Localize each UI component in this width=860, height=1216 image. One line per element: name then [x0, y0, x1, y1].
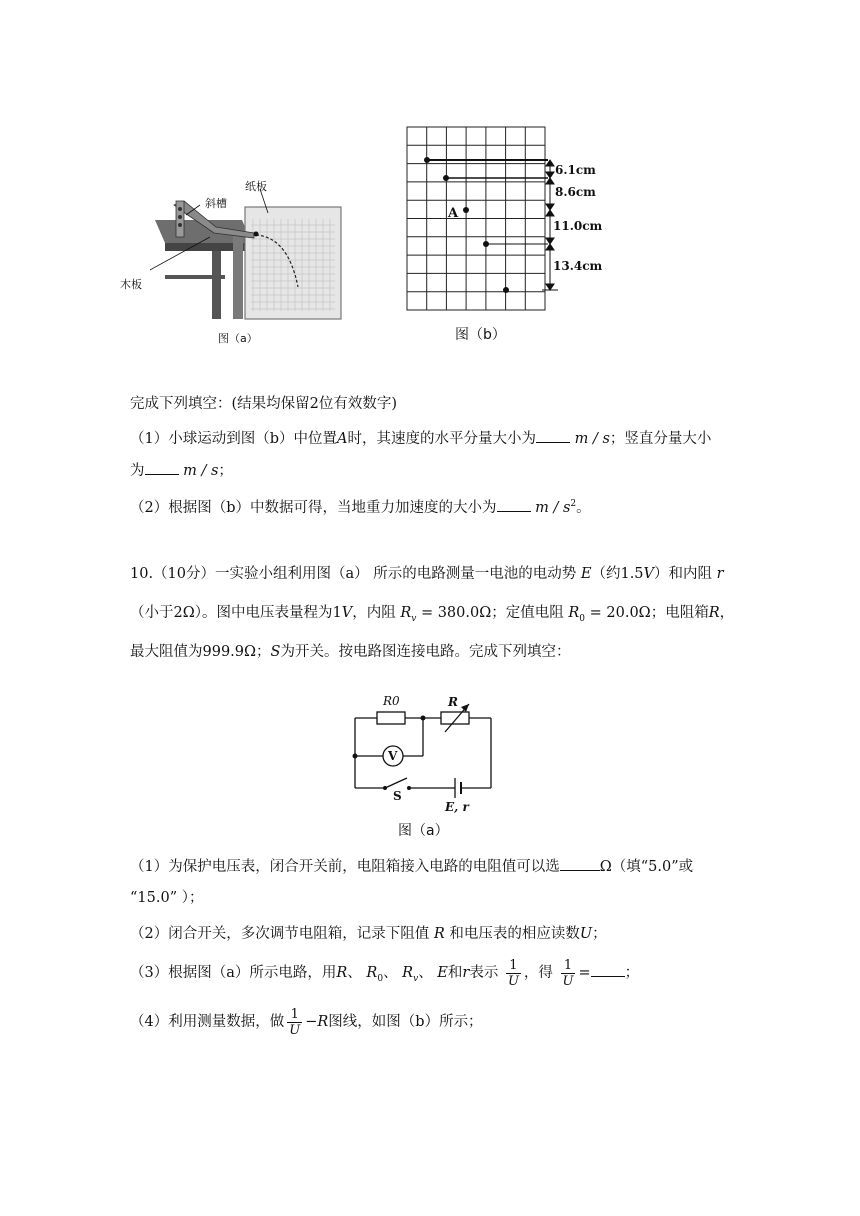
resistor-r0: [377, 712, 405, 724]
fraction-1-over-u-2: $\frac{1}{U}$: [562, 957, 574, 989]
q10-sub1-line2: “15.0” ）；: [130, 890, 204, 906]
figure-a-caption: 图（a）: [218, 332, 258, 345]
q10-sub2: （2）闭合开关，多次调节电阻箱，记录下阻值 R 和电压表的相应读数U；: [130, 926, 607, 942]
q10-line3: 最大阻值为999.9Ω；S为开关。按电路图连接电路。完成下列填空：: [130, 644, 571, 660]
point-2: [443, 175, 449, 181]
table-rail: [165, 275, 225, 279]
point-5: [503, 287, 509, 293]
figure-b-grid: [400, 122, 610, 322]
circuit-label-r: R: [448, 695, 458, 709]
fraction-1-over-u-3: $\frac{1}{U}$: [289, 1006, 301, 1038]
point-a-label: A: [448, 206, 459, 221]
q9-part1-line1: （1）小球运动到图（b）中位置A时，其速度的水平分量大小为 m / s；竖直分量大小: [130, 428, 711, 449]
point-1: [424, 157, 430, 163]
measure-3: 11.0cm: [553, 219, 603, 233]
wood-board: [233, 235, 243, 319]
label-paper-board: 纸板: [245, 180, 267, 193]
circuit-label-r0: R0: [383, 694, 400, 708]
figure-b-caption: 图（b）: [455, 327, 506, 343]
q9-part1-line2: 为 m / s；: [130, 460, 233, 481]
measure-4: 13.4cm: [553, 259, 603, 273]
point-4: [483, 241, 489, 247]
label-chute: 斜槽: [205, 197, 227, 210]
q9-part2: （2）根据图（b）中数据可得，当地重力加速度的大小为 m / $s^2$。: [130, 494, 591, 518]
q10-sub3: （3）根据图（a）所示电路，用R、 $R_0$、 $R_v$、 E和r表示 $\frac{1}{U}$ ，得 $\frac{1}{U}$ = ；: [130, 957, 640, 989]
answer-blank-resistance[interactable]: [560, 856, 600, 871]
table-leg: [212, 251, 221, 319]
apparatus-drawing: [150, 175, 350, 350]
switch: [385, 778, 407, 788]
measure-1: 6.1cm: [555, 163, 596, 177]
point-a: [463, 207, 469, 213]
answer-blank-vy[interactable]: [145, 460, 179, 475]
q10-line1: 10.（10分）一实验小组利用图（a） 所示的电路测量一电池的电动势 E（约1.5V）和内阻 r: [130, 566, 724, 582]
resistance-box: [441, 712, 469, 724]
ball: [254, 232, 259, 237]
answer-blank-g[interactable]: [497, 497, 531, 512]
circuit-label-s: S: [393, 789, 402, 803]
circuit-label-v: V: [388, 749, 398, 763]
label-wood-board: 木板: [120, 278, 142, 291]
q10-line2: （小于2Ω）。图中电压表量程为1V，内阻 $R_v = 380.0\Omega$；定值电阻 $R_0 = 20.0\Omega$；电阻箱R，: [130, 605, 735, 624]
answer-blank-expression[interactable]: [591, 962, 625, 977]
q10-sub1-line1: （1）为保护电压表，闭合开关前，电阻箱接入电路的电阻值可以选 Ω（填“5.0”或: [130, 856, 693, 877]
circuit-label-er: E, r: [445, 800, 469, 814]
fraction-1-over-u: $\frac{1}{U}$: [507, 957, 519, 989]
q9-intro: 完成下列填空：(结果均保留2位有效数字): [130, 396, 398, 412]
answer-blank-vx[interactable]: [536, 428, 570, 443]
circuit-caption: 图（a）: [398, 823, 449, 839]
figure-a-apparatus: [150, 175, 350, 350]
q10-sub4: （4）利用测量数据，做 $\frac{1}{U}$ −R图线，如图（b）所示；: [130, 1006, 483, 1038]
circuit-diagram: [345, 694, 505, 829]
measure-2: 8.6cm: [555, 185, 596, 199]
